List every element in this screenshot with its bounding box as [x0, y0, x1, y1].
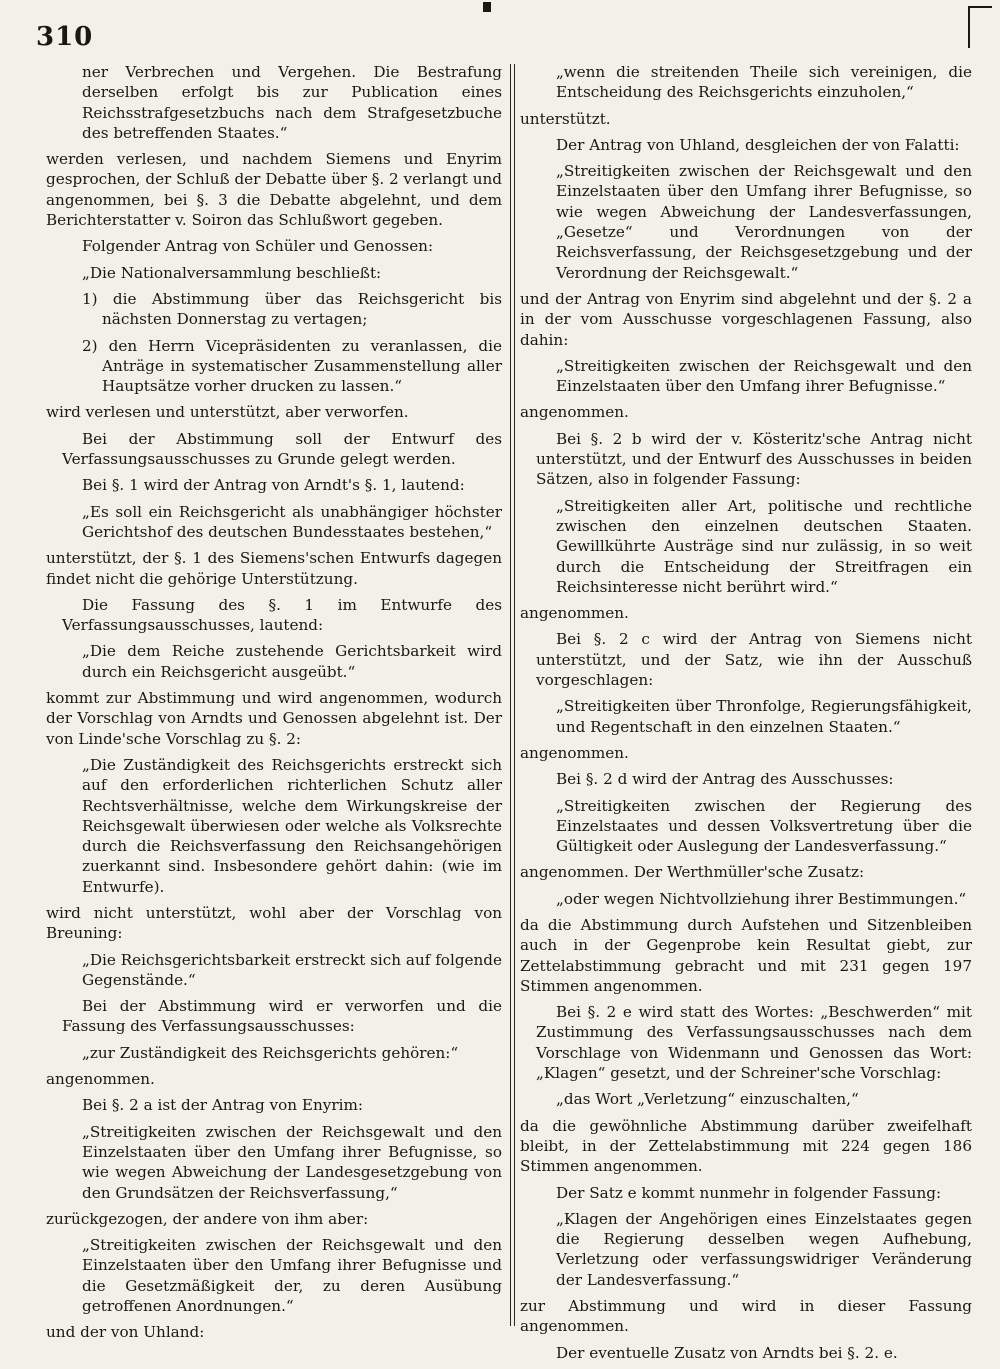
paragraph: Bei §. 2 a ist der Antrag von Enyrim:	[82, 1096, 363, 1115]
paragraph: zur Abstimmung und wird in dieser Fassung angenommen.	[520, 1297, 972, 1336]
left-column	[46, 62, 503, 1349]
paragraph: Bei §. 2 d wird der Antrag des Ausschusses:	[556, 770, 894, 789]
quote: „Streitigkeiten zwischen der Reichsgewalt und den Einzelstaaten über den Umfang ihrer Befugnisse und die Gesetzmäßigkeit der, zu deren Ausübung getroffenen Anordnungen.“	[82, 1236, 502, 1316]
paragraph: unterstützt.	[520, 109, 611, 128]
paragraph: Bei §. 2 b wird der v. Kösteritz'sche Antrag nicht unterstützt, und der Entwurf des Ausschusses in beiden Sätzen, also in folgender Fassung:	[536, 429, 972, 489]
paragraph: angenommen.	[520, 403, 629, 422]
paragraph: unterstützt, der §. 1 des Siemens'schen Entwurfs dagegen findet nicht die gehörige Unterstützung.	[46, 549, 502, 588]
paragraph: Bei §. 2 c wird der Antrag von Siemens nicht unterstützt, und der Satz, wie ihn der Ausschuß vorgeschlagen:	[536, 630, 972, 690]
list-item: 1) die Abstimmung über das Reichsgericht bis nächsten Donnerstag zu vertagen;	[82, 289, 502, 329]
quote: „Die Reichsgerichtsbarkeit erstreckt sich auf folgende Gegenstände.“	[82, 950, 503, 989]
quote: „Streitigkeiten über Thronfolge, Regierungsfähigkeit, und Regentschaft in den einzelnen Staaten.“	[556, 697, 972, 736]
paragraph: Bei §. 1 wird der Antrag von Arndt's §. 1, lautend:	[82, 476, 465, 495]
quote: „das Wort „Verletzung“ einzuschalten,“	[556, 1090, 859, 1109]
quote: „Die dem Reiche zustehende Gerichtsbarkeit wird durch ein Reichsgericht ausgeübt.“	[82, 642, 502, 681]
paragraph: da die Abstimmung durch Aufstehen und Sitzenbleiben auch in der Gegenprobe kein Resultat giebt, zur Zettelabstimmung gebracht und mit 231 gegen 197 Stimmen angenommen.	[520, 915, 972, 995]
paragraph: kommt zur Abstimmung und wird angenommen, wodurch der Vorschlag von Arndts und Genossen abgelehnt ist. Der von Linde'sche Vorschlag zu §. 2:	[46, 689, 502, 748]
quote: „zur Zuständigkeit des Reichsgerichts gehören:“	[82, 1043, 459, 1062]
quote: „Streitigkeiten zwischen der Reichsgewalt und den Einzelstaaten über den Umfang ihrer Befugnisse.“	[556, 356, 972, 396]
paragraph: da die gewöhnliche Abstimmung darüber zweifelhaft bleibt, in der Zettelabstimmung mit 224 gegen 186 Stimmen angenommen.	[520, 1116, 972, 1176]
quote: „Streitigkeiten aller Art, politische und rechtliche zwischen den einzelnen deutschen Staaten. Gewillkührte Austräge sind nur zulässig, in so weit durch die Entscheidung der Streitfragen ein Reichsinteresse nicht berührt wird.“	[556, 496, 972, 596]
print-mark	[483, 2, 491, 12]
quote: „wenn die streitenden Theile sich vereinigen, die Entscheidung des Reichsgerichts einzuholen,“	[556, 63, 972, 102]
column-divider	[510, 64, 511, 1326]
paragraph: wird nicht unterstützt, wohl aber der Vorschlag von Breuning:	[46, 903, 502, 943]
quote: „Streitigkeiten zwischen der Reichsgewalt und den Einzelstaaten über den Umfang ihrer Befugnisse, so wie wegen Abweichung der Landesgesetzgebung von den Grundsätzen der Reichsverfassung,“	[82, 1122, 502, 1202]
paragraph: Der Satz e kommt nunmehr in folgender Fassung:	[556, 1183, 942, 1202]
column-divider	[514, 64, 515, 1326]
paragraph: angenommen.	[46, 1070, 155, 1089]
paragraph: Der Antrag von Uhland, desgleichen der von Falatti:	[556, 135, 960, 154]
paragraph: wird verlesen und unterstützt, aber verworfen.	[46, 403, 409, 422]
paragraph: Der eventuelle Zusatz von Arndts bei §. 2. e.	[556, 1343, 898, 1362]
list-item: 2) den Herrn Vicepräsidenten zu veranlassen, die Anträge in systematischer Zusammenstellung aller Hauptsätze vorher drucken zu lassen.“	[82, 336, 502, 396]
quote: „Streitigkeiten zwischen der Reichsgewalt und den Einzelstaaten über den Umfang ihrer Befugnisse, so wie wegen Abweichung der Landesverfassungen, „Gesetze“ und Verordnungen von der Reichsverfassung, der Reichsgesetzgebung und der Verordnung der Reichsgewalt.“	[556, 162, 972, 282]
paragraph: und der von Uhland:	[46, 1323, 205, 1342]
paragraph: Bei der Abstimmung wird er verworfen und die Fassung des Verfassungsausschusses:	[62, 997, 502, 1036]
quote: „Klagen der Angehörigen eines Einzelstaates gegen die Regierung desselben wegen Aufhebung, Verletzung oder verfassungswidriger Veränderung der Landesverfassung.“	[556, 1209, 972, 1289]
paragraph: angenommen. Der Werthmüller'sche Zusatz:	[520, 863, 865, 882]
page-number: 310	[36, 22, 94, 52]
paragraph: zurückgezogen, der andere von ihm aber:	[46, 1209, 369, 1228]
page-corner-mark	[968, 6, 992, 48]
paragraph: werden verlesen, und nachdem Siemens und Enyrim gesprochen, der Schluß der Debatte über §. 2 verlangt und angenommen, bei §. 3 die Debatte abgelehnt, und dem Berichterstatter v. Soiron das Schlußwort gegeben.	[46, 150, 502, 230]
paragraph: und der Antrag von Enyrim sind abgelehnt und der §. 2 a in der vom Ausschusse vorgeschlagenen Fassung, also dahin:	[520, 289, 972, 349]
paragraph: Die Fassung des §. 1 im Entwurfe des Verfassungsausschusses, lautend:	[62, 595, 502, 635]
quote: „Die Zuständigkeit des Reichsgerichts erstreckt sich auf den erforderlichen richterlichen Schutz aller Rechtsverhältnisse, welche dem Wirkungskreise der Reichsgewalt überwiesen oder welche als Volksrechte durch die Reichsverfassung den Reichsangehörigen zuerkannt sind. Insbesondere gehört dahin: (wie im Entwurfe).	[82, 755, 502, 896]
paragraph: angenommen.	[520, 604, 629, 623]
right-column	[520, 62, 972, 1369]
quote: „Streitigkeiten zwischen der Regierung des Einzelstaates und dessen Volksvertretung über die Gültigkeit oder Auslegung der Landesverfassung.“	[556, 796, 972, 856]
quote: „oder wegen Nichtvollziehung ihrer Bestimmungen.“	[556, 889, 967, 908]
paragraph: Bei der Abstimmung soll der Entwurf des Verfassungsausschusses zu Grunde gelegt werden.	[62, 429, 502, 469]
paragraph: Folgender Antrag von Schüler und Genossen:	[82, 237, 434, 256]
paragraph: ner Verbrechen und Vergehen. Die Bestrafung derselben erfolgt bis zur Publication eines Reichsstrafgesetzbuchs nach dem Strafgesetzbuche des betreffenden Staates.“	[82, 63, 502, 142]
paragraph: Bei §. 2 e wird statt des Wortes: „Beschwerden“ mit Zustimmung des Verfassungsausschusses nach dem Vorschlage von Widenmann und Genossen das Wort: „Klagen“ gesetzt, und der Schreiner'sche Vorschlag:	[536, 1003, 972, 1083]
quote: „Es soll ein Reichsgericht als unabhängiger höchster Gerichtshof des deutschen Bundesstaates bestehen,“	[82, 502, 502, 541]
paragraph: angenommen.	[520, 743, 629, 762]
quote: „Die Nationalversammlung beschließt:	[82, 263, 382, 282]
